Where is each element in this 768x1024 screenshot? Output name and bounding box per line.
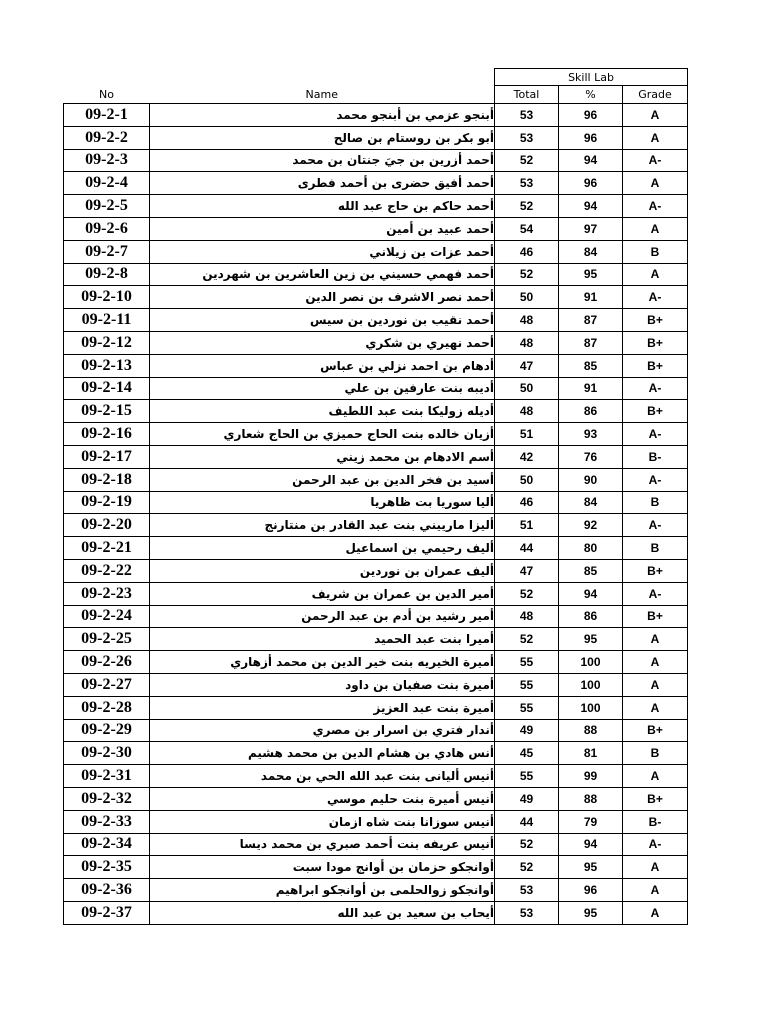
- grade-value: A-: [623, 514, 688, 537]
- grade-value: B+: [623, 400, 688, 423]
- student-number: 09-2-23: [64, 582, 150, 605]
- total-column-header: Total: [495, 86, 559, 104]
- student-number: 09-2-14: [64, 377, 150, 400]
- percent-score: 85: [559, 559, 623, 582]
- percent-score: 96: [559, 172, 623, 195]
- grade-value: A: [623, 172, 688, 195]
- total-score: 46: [495, 240, 559, 263]
- grade-value: B+: [623, 719, 688, 742]
- total-score: 50: [495, 377, 559, 400]
- total-score: 48: [495, 309, 559, 332]
- grade-value: A-: [623, 833, 688, 856]
- student-number: 09-2-19: [64, 491, 150, 514]
- student-name: أميرا بنت عبد الحميد: [150, 628, 495, 651]
- percent-score: 94: [559, 833, 623, 856]
- student-number: 09-2-3: [64, 149, 150, 172]
- table-row: [64, 309, 688, 332]
- total-score: 50: [495, 468, 559, 491]
- table-row: [64, 468, 688, 491]
- grade-value: B: [623, 240, 688, 263]
- student-number: 09-2-15: [64, 400, 150, 423]
- student-name: أنيس أميرة بنت حليم موسي: [150, 787, 495, 810]
- grade-value: A-: [623, 195, 688, 218]
- student-name: أليا سوريا بت ظاهريا: [150, 491, 495, 514]
- student-name: أحمد أفيق حضرى بن أحمد فطرى: [150, 172, 495, 195]
- table-row: [64, 423, 688, 446]
- student-name: أحمد نهيري بن شكري: [150, 331, 495, 354]
- total-score: 52: [495, 833, 559, 856]
- table-row: [64, 833, 688, 856]
- student-number: 09-2-2: [64, 126, 150, 149]
- percent-score: 95: [559, 628, 623, 651]
- table-body: [64, 104, 688, 925]
- table-row: [64, 856, 688, 879]
- student-number: 09-2-12: [64, 331, 150, 354]
- student-number: 09-2-7: [64, 240, 150, 263]
- student-name: أبنجو عزمي بن أبنجو محمد: [150, 104, 495, 127]
- student-name: أحمد عزات بن زيلاني: [150, 240, 495, 263]
- grade-value: A-: [623, 149, 688, 172]
- table-row: [64, 217, 688, 240]
- percent-score: 85: [559, 354, 623, 377]
- student-name: أميرة بنت عبد العزيز: [150, 696, 495, 719]
- table-row: [64, 172, 688, 195]
- table-row: [64, 719, 688, 742]
- percent-score: 88: [559, 787, 623, 810]
- student-number: 09-2-17: [64, 445, 150, 468]
- student-number: 09-2-16: [64, 423, 150, 446]
- percent-score: 100: [559, 696, 623, 719]
- table-row: [64, 240, 688, 263]
- student-number: 09-2-35: [64, 856, 150, 879]
- percent-score: 91: [559, 377, 623, 400]
- grade-value: B: [623, 491, 688, 514]
- student-name: أمير رشيد بن أدم بن عبد الرحمن: [150, 605, 495, 628]
- blank-cell: [150, 69, 495, 86]
- table-row: [64, 377, 688, 400]
- student-name: أدهام بن احمد نزلي بن عباس: [150, 354, 495, 377]
- student-name: أليزا مارييني بنت عبد القادر بن منتارنج: [150, 514, 495, 537]
- total-score: 52: [495, 263, 559, 286]
- student-name: أوانجكو زوالحلمى بن أوانجكو ابراهيم: [150, 879, 495, 902]
- percent-score: 100: [559, 673, 623, 696]
- total-score: 46: [495, 491, 559, 514]
- student-name: أديبه بنت عارفين بن علي: [150, 377, 495, 400]
- student-name: أسيد بن فخر الدين بن عبد الرحمن: [150, 468, 495, 491]
- total-score: 52: [495, 149, 559, 172]
- total-score: 55: [495, 673, 559, 696]
- percent-score: 94: [559, 195, 623, 218]
- percent-score: 96: [559, 879, 623, 902]
- percent-score: 91: [559, 286, 623, 309]
- table-row: [64, 696, 688, 719]
- table-row: [64, 810, 688, 833]
- skill-lab-header: Skill Lab: [495, 69, 688, 86]
- grade-value: A: [623, 628, 688, 651]
- student-name: أيحاب بن سعيد بن عبد الله: [150, 901, 495, 924]
- grade-value: B+: [623, 309, 688, 332]
- table-row: [64, 514, 688, 537]
- student-number: 09-2-33: [64, 810, 150, 833]
- percent-score: 95: [559, 856, 623, 879]
- table-row: [64, 263, 688, 286]
- table-row: [64, 400, 688, 423]
- grade-value: A: [623, 104, 688, 127]
- total-score: 53: [495, 126, 559, 149]
- table-row: [64, 195, 688, 218]
- grade-value: A-: [623, 582, 688, 605]
- percent-score: 95: [559, 263, 623, 286]
- grade-value: A: [623, 879, 688, 902]
- grade-value: B-: [623, 445, 688, 468]
- table-row: [64, 286, 688, 309]
- student-name: أنيس سوزانا بنت شاه ازمان: [150, 810, 495, 833]
- student-number: 09-2-4: [64, 172, 150, 195]
- student-number: 09-2-30: [64, 742, 150, 765]
- student-name: أحمد حاكم بن حاج عبد الله: [150, 195, 495, 218]
- grade-value: A: [623, 673, 688, 696]
- student-name: أنيس أليانى بنت عبد الله الحي بن محمد: [150, 765, 495, 788]
- grade-value: A: [623, 901, 688, 924]
- table-row: [64, 605, 688, 628]
- grade-value: A: [623, 696, 688, 719]
- percent-score: 79: [559, 810, 623, 833]
- total-score: 53: [495, 901, 559, 924]
- grade-value: A-: [623, 423, 688, 446]
- table-row: [64, 901, 688, 924]
- total-score: 51: [495, 514, 559, 537]
- percent-score: 88: [559, 719, 623, 742]
- student-number: 09-2-20: [64, 514, 150, 537]
- percent-score: 100: [559, 651, 623, 674]
- grade-value: B+: [623, 605, 688, 628]
- total-score: 44: [495, 537, 559, 560]
- student-name: أزيان خالده بنت الحاج حميزي بن الحاج شعاري: [150, 423, 495, 446]
- student-number: 09-2-10: [64, 286, 150, 309]
- student-name: أليف رحيمي بن اسماعيل: [150, 537, 495, 560]
- percent-column-header: %: [559, 86, 623, 104]
- percent-score: 80: [559, 537, 623, 560]
- student-number: 09-2-32: [64, 787, 150, 810]
- percent-score: 86: [559, 400, 623, 423]
- grade-value: A-: [623, 286, 688, 309]
- student-number: 09-2-24: [64, 605, 150, 628]
- student-number: 09-2-28: [64, 696, 150, 719]
- table-row: [64, 628, 688, 651]
- student-number: 09-2-37: [64, 901, 150, 924]
- total-score: 53: [495, 172, 559, 195]
- table-row: [64, 673, 688, 696]
- student-number: 09-2-6: [64, 217, 150, 240]
- percent-score: 86: [559, 605, 623, 628]
- student-number: 09-2-36: [64, 879, 150, 902]
- percent-score: 96: [559, 126, 623, 149]
- table-row: [64, 787, 688, 810]
- student-name: أبو بكر بن روستام بن صالح: [150, 126, 495, 149]
- student-name: أنس هادي بن هشام الدين بن محمد هشيم: [150, 742, 495, 765]
- student-name: أليف عمران بن نوردين: [150, 559, 495, 582]
- total-score: 52: [495, 582, 559, 605]
- percent-score: 97: [559, 217, 623, 240]
- percent-score: 84: [559, 491, 623, 514]
- grade-value: A: [623, 765, 688, 788]
- percent-score: 84: [559, 240, 623, 263]
- total-score: 53: [495, 104, 559, 127]
- grade-value: B: [623, 537, 688, 560]
- student-name: أميرة بنت صفيان بن داود: [150, 673, 495, 696]
- table-row: [64, 331, 688, 354]
- table-row: [64, 491, 688, 514]
- grade-value: A-: [623, 377, 688, 400]
- total-score: 51: [495, 423, 559, 446]
- table-row: [64, 104, 688, 127]
- total-score: 53: [495, 879, 559, 902]
- student-name: أديله زوليكا بنت عبد اللطيف: [150, 400, 495, 423]
- grades-table: [63, 68, 688, 925]
- percent-score: 96: [559, 104, 623, 127]
- student-name: أندار فتري بن اسرار بن مصري: [150, 719, 495, 742]
- percent-score: 94: [559, 149, 623, 172]
- percent-score: 99: [559, 765, 623, 788]
- percent-score: 92: [559, 514, 623, 537]
- student-number: 09-2-8: [64, 263, 150, 286]
- table-row: [64, 651, 688, 674]
- total-score: 44: [495, 810, 559, 833]
- grade-value: A: [623, 263, 688, 286]
- student-number: 09-2-31: [64, 765, 150, 788]
- percent-score: 81: [559, 742, 623, 765]
- total-score: 47: [495, 559, 559, 582]
- student-number: 09-2-25: [64, 628, 150, 651]
- student-name: أحمد عبيد بن أمين: [150, 217, 495, 240]
- total-score: 42: [495, 445, 559, 468]
- student-number: 09-2-1: [64, 104, 150, 127]
- student-name: أنيس عريفه بنت أحمد صبري بن محمد ديسا: [150, 833, 495, 856]
- total-score: 54: [495, 217, 559, 240]
- table-row: [64, 537, 688, 560]
- table-row: [64, 149, 688, 172]
- total-score: 55: [495, 765, 559, 788]
- student-number: 09-2-27: [64, 673, 150, 696]
- percent-score: 76: [559, 445, 623, 468]
- student-number: 09-2-5: [64, 195, 150, 218]
- student-number: 09-2-18: [64, 468, 150, 491]
- grade-value: B+: [623, 787, 688, 810]
- total-score: 52: [495, 195, 559, 218]
- total-score: 48: [495, 605, 559, 628]
- total-score: 48: [495, 400, 559, 423]
- table-row: [64, 445, 688, 468]
- no-column-header: No: [99, 87, 114, 101]
- student-name: أميرة الخيريه بنت خير الدين بن محمد أزهاري: [150, 651, 495, 674]
- table-row: [64, 765, 688, 788]
- grade-value: B: [623, 742, 688, 765]
- student-number: 09-2-22: [64, 559, 150, 582]
- blank-cell: [64, 69, 150, 86]
- table-row: [64, 879, 688, 902]
- total-score: 49: [495, 787, 559, 810]
- name-column-header: Name: [305, 87, 338, 101]
- table-row: [64, 126, 688, 149]
- student-number: 09-2-29: [64, 719, 150, 742]
- grade-value: B+: [623, 354, 688, 377]
- percent-score: 87: [559, 331, 623, 354]
- student-number: 09-2-13: [64, 354, 150, 377]
- student-name: أحمد نصر الاشرف بن نصر الدين: [150, 286, 495, 309]
- student-number: 09-2-34: [64, 833, 150, 856]
- grade-value: B+: [623, 559, 688, 582]
- table-row: [64, 582, 688, 605]
- grade-value: A-: [623, 468, 688, 491]
- total-score: 52: [495, 628, 559, 651]
- percent-score: 94: [559, 582, 623, 605]
- student-name: أوانجكو حزمان بن أوانج مودا سبت: [150, 856, 495, 879]
- grade-value: A: [623, 217, 688, 240]
- table-row: [64, 742, 688, 765]
- percent-score: 90: [559, 468, 623, 491]
- student-name: أسم الادهام بن محمد زيني: [150, 445, 495, 468]
- total-score: 47: [495, 354, 559, 377]
- percent-score: 95: [559, 901, 623, 924]
- table-row: [64, 354, 688, 377]
- total-score: 52: [495, 856, 559, 879]
- grade-value: B-: [623, 810, 688, 833]
- student-name: أمير الدين بن عمران بن شريف: [150, 582, 495, 605]
- total-score: 55: [495, 651, 559, 674]
- total-score: 50: [495, 286, 559, 309]
- total-score: 55: [495, 696, 559, 719]
- student-number: 09-2-21: [64, 537, 150, 560]
- student-name: أحمد أزرين بن جيَ جنتان بن محمد: [150, 149, 495, 172]
- grade-value: A: [623, 126, 688, 149]
- student-number: 09-2-11: [64, 309, 150, 332]
- grade-value: A: [623, 856, 688, 879]
- percent-score: 93: [559, 423, 623, 446]
- student-name: أحمد نقيب بن نوردين بن سيس: [150, 309, 495, 332]
- grade-value: B+: [623, 331, 688, 354]
- percent-score: 87: [559, 309, 623, 332]
- grade-value: A: [623, 651, 688, 674]
- total-score: 48: [495, 331, 559, 354]
- student-number: 09-2-26: [64, 651, 150, 674]
- total-score: 45: [495, 742, 559, 765]
- student-name: أحمد فهمي حسيني بن زين العاشرين بن شهردين: [150, 263, 495, 286]
- grade-column-header: Grade: [623, 86, 688, 104]
- total-score: 49: [495, 719, 559, 742]
- table-row: [64, 559, 688, 582]
